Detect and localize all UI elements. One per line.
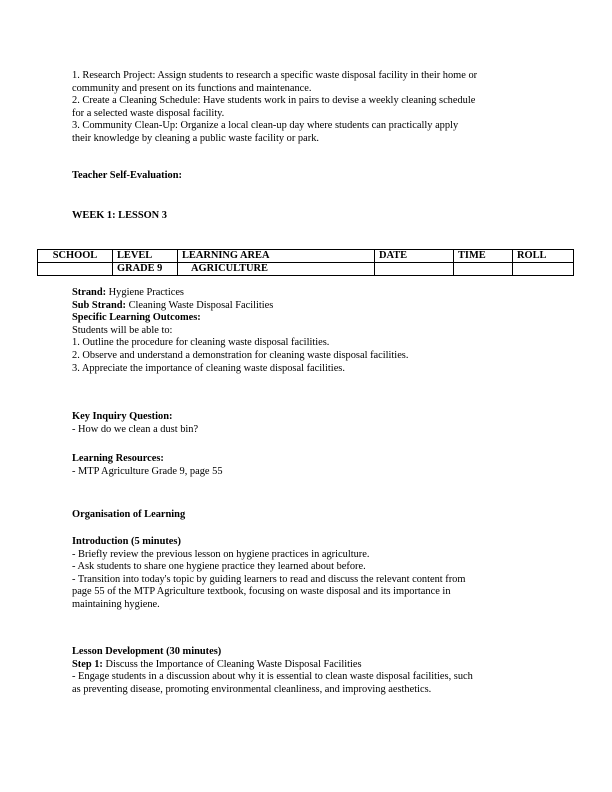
header-roll: ROLL: [513, 250, 574, 263]
slo-line: Students will be able to:: [72, 324, 173, 336]
header-date: DATE: [375, 250, 454, 263]
header-level: LEVEL: [113, 250, 178, 263]
learning-resources-heading: Learning Resources:: [72, 453, 164, 464]
step-line: [72, 659, 542, 672]
sub-strand-line: [72, 300, 542, 313]
slo-line: 1. Outline the procedure for cleaning waste disposal facilities.: [72, 337, 330, 349]
activity-line: 3. Community Clean-Up: Organize a local clean-up day where students can practically apply: [72, 120, 459, 132]
cell-time: [454, 263, 513, 276]
key-inquiry-section: [72, 411, 542, 436]
development-line: - Engage students in a discussion about why it is essential to clean waste disposal facilities, such: [72, 671, 473, 683]
sub-strand-label: Sub Strand:: [72, 299, 126, 311]
cell-level: GRADE 9: [113, 263, 178, 276]
cell-roll: [513, 263, 574, 276]
step-text: Discuss the Importance of Cleaning Waste Disposal Facilities: [102, 658, 362, 670]
learning-resources-section: [72, 453, 542, 478]
cell-learning-area: AGRICULTURE: [178, 263, 375, 276]
introduction-section: [72, 536, 542, 612]
activities-list: [72, 70, 542, 146]
lesson-info-table: [37, 249, 574, 276]
lesson-overview: [72, 287, 542, 375]
introduction-line: - Briefly review the previous lesson on hygiene practices in agriculture.: [72, 548, 370, 560]
teacher-self-evaluation-heading: Teacher Self-Evaluation:: [72, 170, 182, 181]
slo-heading: Specific Learning Outcomes:: [72, 312, 201, 324]
introduction-line: - Transition into today's topic by guiding learners to read and discuss the relevant content from: [72, 573, 466, 585]
header-learning-area: LEARNING AREA: [178, 250, 375, 263]
header-time: TIME: [454, 250, 513, 263]
strand-label: Strand:: [72, 287, 107, 298]
introduction-heading: Introduction (5 minutes): [72, 536, 181, 547]
cell-school: [38, 263, 113, 276]
week-lesson-heading: WEEK 1: LESSON 3: [72, 210, 167, 221]
lesson-development-section: [72, 646, 542, 696]
sub-strand-value: Cleaning Waste Disposal Facilities: [126, 299, 274, 311]
strand-line: [72, 287, 542, 300]
table-row: [38, 263, 574, 276]
cell-date: [375, 263, 454, 276]
slo-line: 2. Observe and understand a demonstration for cleaning waste disposal facilities.: [72, 349, 409, 361]
activity-line: 1. Research Project: Assign students to research a specific waste disposal facility in their home or: [72, 70, 478, 81]
step-label: Step 1:: [72, 658, 103, 670]
key-inquiry-line: - How do we clean a dust bin?: [72, 423, 199, 435]
table-header-row: [38, 250, 574, 263]
lesson-development-heading: Lesson Development (30 minutes): [72, 646, 222, 657]
activity-line: their knowledge by cleaning a public waste facility or park.: [72, 132, 319, 144]
activity-line: 2. Create a Cleaning Schedule: Have students work in pairs to devise a weekly cleaning schedule: [72, 95, 476, 107]
introduction-line: page 55 of the MTP Agriculture textbook, focusing on waste disposal and its importance in: [72, 586, 451, 598]
development-line: as preventing disease, promoting environmental cleanliness, and improving aesthetics.: [72, 683, 432, 695]
introduction-line: maintaining hygiene.: [72, 598, 160, 610]
strand-value: Hygiene Practices: [106, 287, 184, 298]
slo-line: 3. Appreciate the importance of cleaning waste disposal facilities.: [72, 362, 345, 374]
activity-line: for a selected waste disposal facility.: [72, 107, 225, 119]
header-school: SCHOOL: [38, 250, 113, 263]
organisation-heading: Organisation of Learning: [72, 509, 186, 520]
key-inquiry-heading: Key Inquiry Question:: [72, 411, 173, 422]
learning-resources-line: - MTP Agriculture Grade 9, page 55: [72, 465, 223, 477]
introduction-line: - Ask students to share one hygiene practice they learned about before.: [72, 561, 366, 573]
activity-line: community and present on its functions and maintenance.: [72, 82, 312, 94]
